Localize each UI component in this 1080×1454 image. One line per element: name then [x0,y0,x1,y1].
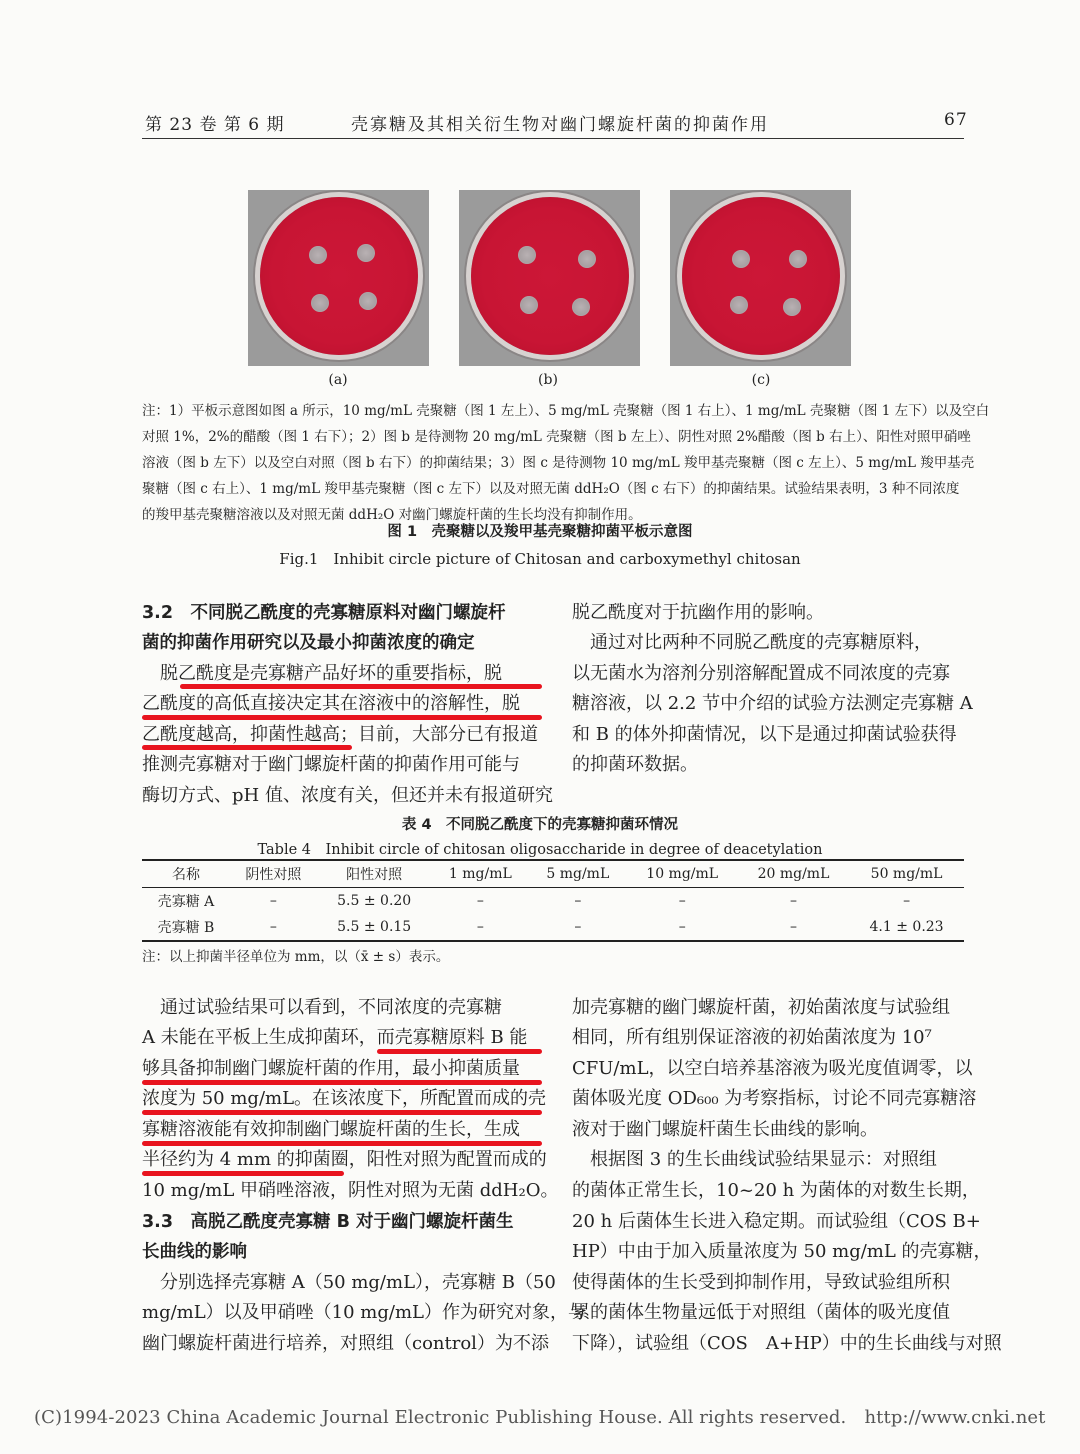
body-left-column [142,993,586,1354]
paragraph-line: 幽门螺旋杆菌进行培养，对照组（control）为不添 [142,1333,549,1354]
paragraph-line: 菌体吸光度 OD₆₀₀ 为考察指标，讨论不同壳寡糖溶 [572,1088,977,1109]
figure-caption-cn: 图 1 壳聚糖以及羧甲基壳聚糖抑菌平板示意图 [387,524,693,540]
paragraph-line: 加壳寡糖的幽门螺旋杆菌，初始菌浓度与试验组 [572,997,950,1018]
paragraph-line: 脱乙酰度对于抗幽作用的影响。 [572,602,824,623]
well-spot [311,294,329,312]
paragraph-line: 根据图 3 的生长曲线试验结果显示：对照组 [572,1149,937,1170]
paragraph-line: 推测壳寡糖对于幽门螺旋杆菌的抑菌作用可能与 [142,754,520,775]
highlight-underline [377,1049,542,1054]
paragraph-line: 酶切方式、pH 值、浓度有关，但还并未有报道研究 [142,785,553,806]
well-spot [357,244,375,262]
paragraph-line: 寡糖溶液能有效抑制幽门螺旋杆菌的生长，生成 [142,1119,520,1140]
figure-note-line: 对照 1%，2%的醋酸（图 1 右下）；2）图 b 是待测物 20 mg/mL 壳聚糖（图 b 左上）、阴性对照 2%醋酸（图 b 右上）、阳性对照甲硝唑 [142,429,971,445]
paragraph-line: 以无菌水为溶剂分别溶解配置成不同浓度的壳寡 [572,663,950,684]
page-number: 67 [944,110,968,130]
highlight-underline [142,715,542,720]
section-3-2-right [572,598,973,788]
paragraph-line: 分别选择壳寡糖 A（50 mg/mL），壳寡糖 B（50 [142,1272,556,1293]
table-cell: – [574,919,582,935]
paragraph-line: 浓度为 50 mg/mL。在该浓度下，所配置而成的壳 [142,1088,547,1109]
table-cell: – [903,893,911,909]
table-header-cell: 5 mg/mL [546,866,610,882]
table-cell: 壳寡糖 B [157,920,215,936]
well-spot [359,292,377,310]
section-heading: 3.2 不同脱乙酰度的壳寡糖原料对幽门螺旋杆 [142,603,506,623]
paragraph-line: 通过试验结果可以看到，不同浓度的壳寡糖 [142,997,502,1018]
paragraph-line: 的抑菌环数据。 [572,754,698,775]
paragraph-line: 20 h 后菌体生长进入稳定期。而试验组（COS B+ [572,1211,981,1232]
figure-panel-c [670,190,851,366]
table-title-en: Table 4 Inhibit circle of chitosan oligosaccharide in degree of deacetylation [257,842,823,858]
table-header-cell: 名称 [171,867,200,883]
section-heading: 菌的抑菌作用研究以及最小抑菌浓度的确定 [142,633,475,653]
well-spot [730,296,748,314]
paragraph-line: 乙酰度的高低直接决定其在溶液中的溶解性，脱 [142,693,520,714]
figure-panel-b [459,190,640,366]
results-table [142,859,964,942]
table-cell: – [269,919,277,935]
paragraph-line: mg/mL）以及甲硝唑（10 mg/mL）作为研究对象，与 [142,1302,586,1323]
paragraph-line: A 未能在平板上生成抑菌环，而壳寡糖原料 B 能 [142,1027,528,1048]
table-header-row [142,860,964,888]
table-row [142,888,964,915]
table-cell: – [476,919,484,935]
body-right-column [572,993,1002,1363]
table-cell: – [574,893,582,909]
petri-dish-a [260,197,418,355]
paragraph-line: 糖溶液，以 2.2 节中介绍的试验方法测定壳寡糖 A [572,693,973,714]
table-header-cell: 阳性对照 [346,867,403,883]
table-header-cell: 1 mg/mL [448,866,512,882]
header-volume: 第 23 卷 第 6 期 [145,115,285,135]
figure-note-line: 聚糖（图 c 右上）、1 mg/mL 羧甲基壳聚糖（图 c 左下）以及对照无菌 ddH₂O（图 c 右下）的抑菌结果。试验结果表明，3 种不同浓度 [142,481,960,497]
table-header-cell: 10 mg/mL [646,866,719,882]
well-spot [789,250,807,268]
figure-caption-en: Fig.1 Inhibit circle picture of Chitosan and carboxymethyl chitosan [279,550,801,568]
table-note: 注：以上抑菌半径单位为 mm，以（x̄ ± s）表示。 [142,949,450,965]
highlight-underline [180,684,542,689]
header-title: 壳寡糖及其相关衍生物对幽门螺旋杆菌的抑菌作用 [351,115,769,135]
well-spot [309,246,327,264]
table-cell: 5.5 ± 0.20 [337,893,412,909]
header-rule [142,138,964,139]
table-title-cn: 表 4 不同脱乙酰度下的壳寡糖抑菌环情况 [401,817,679,833]
figure-note-line: 溶液（图 b 左下）以及空白对照（图 b 右下）的抑菌结果；3）图 c 是待测物 10 mg/mL 羧甲基壳聚糖（图 c 左上）、5 mg/mL 羧甲基壳 [142,455,975,471]
petri-dish-b [471,197,629,355]
paragraph-line: HP）中由于加入质量浓度为 50 mg/mL 的壳寡糖， [572,1241,992,1262]
highlight-underline [142,1141,542,1146]
section-heading: 长曲线的影响 [142,1242,247,1262]
paragraph-line: 的菌体正常生长，10~20 h 为菌体的对数生长期， [572,1180,980,1201]
figure-note-line: 注：1）平板示意图如图 a 所示，10 mg/mL 壳聚糖（图 1 左上）、5 mg/mL 壳聚糖（图 1 右上）、1 mg/mL 壳聚糖（图 1 左下）以及空白 [142,403,990,419]
well-spot [578,250,596,268]
well-spot [732,250,750,268]
table-cell: 壳寡糖 A [157,894,215,910]
paragraph-line: 下降），试验组（COS A+HP）中的生长曲线与对照 [572,1333,1002,1354]
table-header-cell: 20 mg/mL [757,866,830,882]
paragraph-line: 累的菌体生物量远低于对照组（菌体的吸光度值 [572,1302,950,1323]
paragraph-line: CFU/mL，以空白培养基溶液为吸光度值调零，以 [572,1058,973,1079]
table-header-cell: 50 mg/mL [870,866,943,882]
well-spot [520,296,538,314]
table-row [142,914,964,941]
table-cell: – [678,919,686,935]
table-header-cell: 阴性对照 [245,867,302,883]
figure-label-b: (b) [538,372,558,388]
table-cell: 4.1 ± 0.23 [869,919,944,935]
figure-label-c: (c) [751,372,771,388]
figure-panel-a [248,190,429,366]
section-heading: 3.3 高脱乙酰度壳寡糖 B 对于幽门螺旋杆菌生 [142,1212,514,1232]
figure-note-line: 的羧甲基壳聚糖溶液以及对照无菌 ddH₂O 对幽门螺旋杆菌的生长均没有抑制作用。 [142,507,642,523]
paragraph-line: 够具备抑制幽门螺旋杆菌的作用，最小抑菌质量 [142,1058,520,1079]
paragraph-line: 半径约为 4 mm 的抑菌圈，阳性对照为配置而成的 [142,1149,547,1170]
highlight-underline [142,1080,542,1085]
table-cell: – [269,893,277,909]
table-cell: – [678,893,686,909]
figure-label-a: (a) [328,372,348,388]
well-spot [783,298,801,316]
table-cell: – [476,893,484,909]
paragraph-line: 相同，所有组别保证溶液的初始菌浓度为 10⁷ [572,1027,932,1048]
highlight-underline [142,745,352,750]
highlight-underline [142,1110,542,1115]
paragraph-line: 液对于幽门螺旋杆菌生长曲线的影响。 [572,1119,878,1140]
section-3-2-left [142,598,553,806]
highlight-underline [142,1171,344,1176]
paragraph-line: 和 B 的体外抑菌情况，以下是通过抑菌试验获得 [572,724,957,745]
table-cell: – [789,919,797,935]
table-cell: 5.5 ± 0.15 [337,919,412,935]
paragraph-line: 使得菌体的生长受到抑制作用，导致试验组所积 [572,1272,950,1293]
well-spot [572,298,590,316]
paragraph-line: 10 mg/mL 甲硝唑溶液，阴性对照为无菌 ddH₂O。 [142,1180,559,1201]
copyright-footer: (C)1994-2023 China Academic Journal Electronic Publishing House. All rights reserved. http://www.cnki.net [34,1407,1046,1428]
well-spot [518,246,536,264]
paragraph-line: 乙酰度越高，抑菌性越高；目前，大部分已有报道 [142,724,538,745]
paragraph-line: 通过对比两种不同脱乙酰度的壳寡糖原料， [572,632,932,653]
paragraph-line: 脱乙酰度是壳寡糖产品好坏的重要指标，脱 [142,663,502,684]
table-cell: – [789,893,797,909]
petri-dish-c [682,197,840,355]
